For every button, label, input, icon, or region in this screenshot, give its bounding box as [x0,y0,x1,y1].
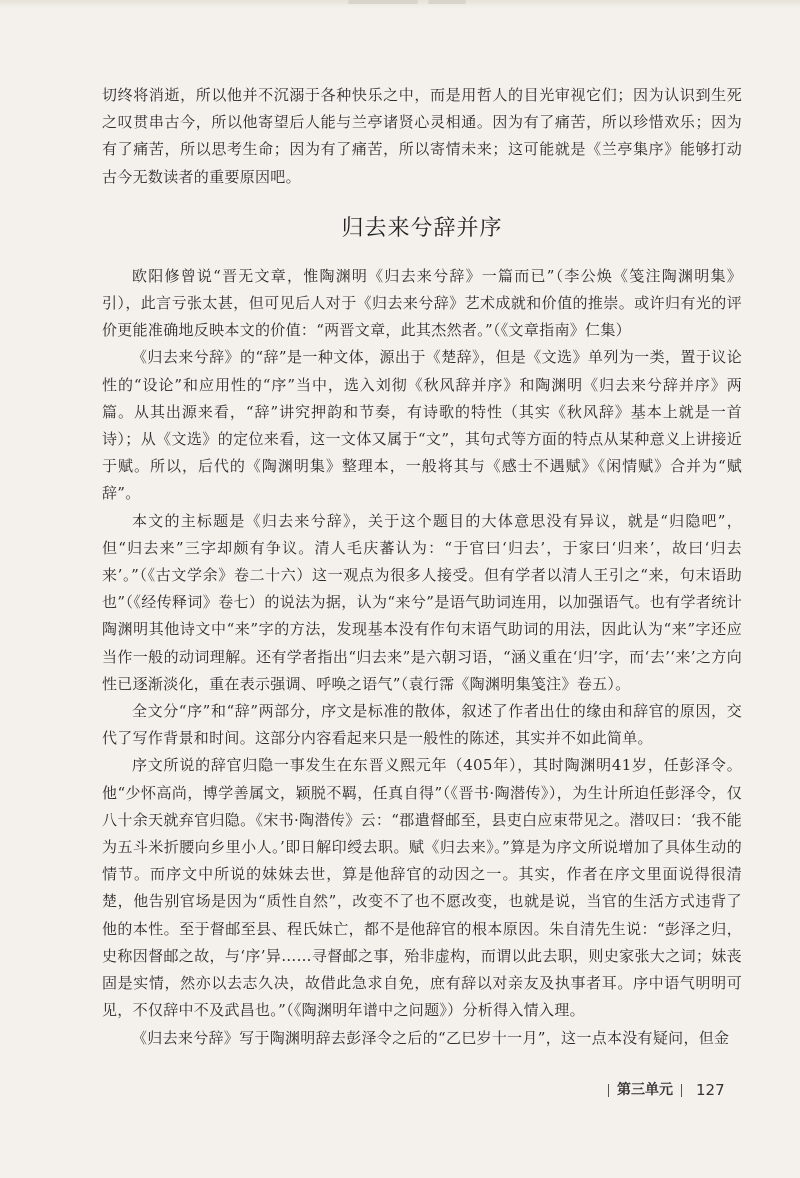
page-content [102,82,742,1052]
body-paragraph: 全文分“序”和“辞”两部分，序文是标准的散体，叙述了作者出仕的缘由和辞官的原因，交代了写作背景和时间。这部分内容看起来只是一般性的陈述，其实并不如此简单。 [102,702,742,748]
body-paragraph: 序文所说的辞官归隐一事发生在东晋义熙元年（405年），其时陶渊明41岁，任彭泽令。他“少怀高尚，博学善属文，颖脱不羁，任真自得”（《晋书·陶潜传》），为生计所迫任彭泽令，仅八十余天就弃官归隐。《宋书·陶潜传》云：“郡遣督邮至，县吏白应束带见之。潜叹曰：‘我不能为五斗米折腰向乡里小人。’即日解印绶去职。赋《归去来》。”算是为序文所说增加了具体生动的情节。而序文中所说的妹妹去世，算是他辞官的动因之一。其实，作者在序文里面说得很清楚，他告别官场是因为“质性自然”，改变不了也不愿改变，也就是说，当官的生活方式违背了他的本性。至于督邮至县、程氏妹亡，都不是他辞官的根本原因。朱自清先生说：“彭泽之归，史称因督邮之故，与‘序’异……寻督邮之事，殆非虚构，而谓以此去职，则史家张大之词；妹丧固是实情，然亦以去志久决，故借此急求自免，庶有辞以对亲友及执事者耳。序中语气明明可见，不仅辞中不及武昌也。”（《陶渊明年谱中之问题》）分析得入情入理。 [102,756,742,1020]
intro-paragraph: 切终将消逝，所以他并不沉溺于各种快乐之中，而是用哲人的目光审视它们；因为认识到生死之叹贯串古今，所以他寄望后人能与兰亭诸贤心灵相通。因为有了痛苦，所以珍惜欢乐；因为有了痛苦，所以思考生命；因为有了痛苦，所以寄情未来；这可能就是《兰亭集序》能够打动古今无数读者的重要原因吧。 [102,86,742,186]
body-paragraph: 本文的主标题是《归去来兮辞》，关于这个题目的大体意思没有异议，就是“归隐吧”，但“归去来”三字却颇有争议。清人毛庆蕃认为：“于官曰‘归去’，于家曰‘归来’，故曰‘归去来’。”（《古文学余》卷二十六）这一观点为很多人接受。但有学者以清人王引之“来，句末语助也”（《经传释词》卷七）的说法为据，认为“来兮”是语气助词连用，以加强语气。也有学者统计陶渊明其他诗文中“来”字的方法，发现基本没有作句末语气助词的用法，因此认为“来”字还应当作一般的动词理解。还有学者指出“归去来”是六朝习语，“涵义重在‘归’字，而‘去’‘来’之方向性已逐渐淡化，重在表示强调、呼唤之语气”（袁行霈《陶渊明集笺注》卷五）。 [102,511,742,693]
page-top-mark [348,0,418,4]
section-title: 归去来兮辞并序 [341,215,503,241]
body-paragraph: 欧阳修曾说“晋无文章，惟陶渊明《归去来兮辞》一篇而已”（李公焕《笺注陶渊明集》引），此言亏张太甚，但可见后人对于《归去来兮辞》艺术成就和价值的推崇。或许归有光的评价更能准确地反映本文的价值：“两晋文章，此其杰然者。”（《文章指南》仁集） [102,266,742,340]
footer-unit-label: 第三单元 [617,1082,673,1098]
page-footer [600,1080,750,1100]
body-paragraph: 《归去来兮辞》写于陶渊明辞去彭泽令之后的“乙巳岁十一月”，这一点本没有疑问，但金 [132,1028,730,1047]
body-paragraph: 《归去来兮辞》的“辞”是一种文体，源出于《楚辞》，但是《文选》单列为一类，置于议论性的“设论”和应用性的“序”当中，选入刘彻《秋风辞并序》和陶渊明《归去来兮辞并序》两篇。从其出源来看，“辞”讲究押韵和节奏，有诗歌的特性（其实《秋风辞》基本上就是一首诗）；从《文选》的定位来看，这一文体又属于“文”，其句式等方面的特点从某种意义上讲接近于赋。所以，后代的《陶渊明集》整理本，一般将其与《感士不遇赋》《闲情赋》合并为“赋辞”。 [102,348,742,503]
footer-divider [681,1084,682,1097]
page-top-mark [428,0,466,4]
footer-divider [608,1084,609,1097]
page-number: 127 [696,1081,725,1099]
